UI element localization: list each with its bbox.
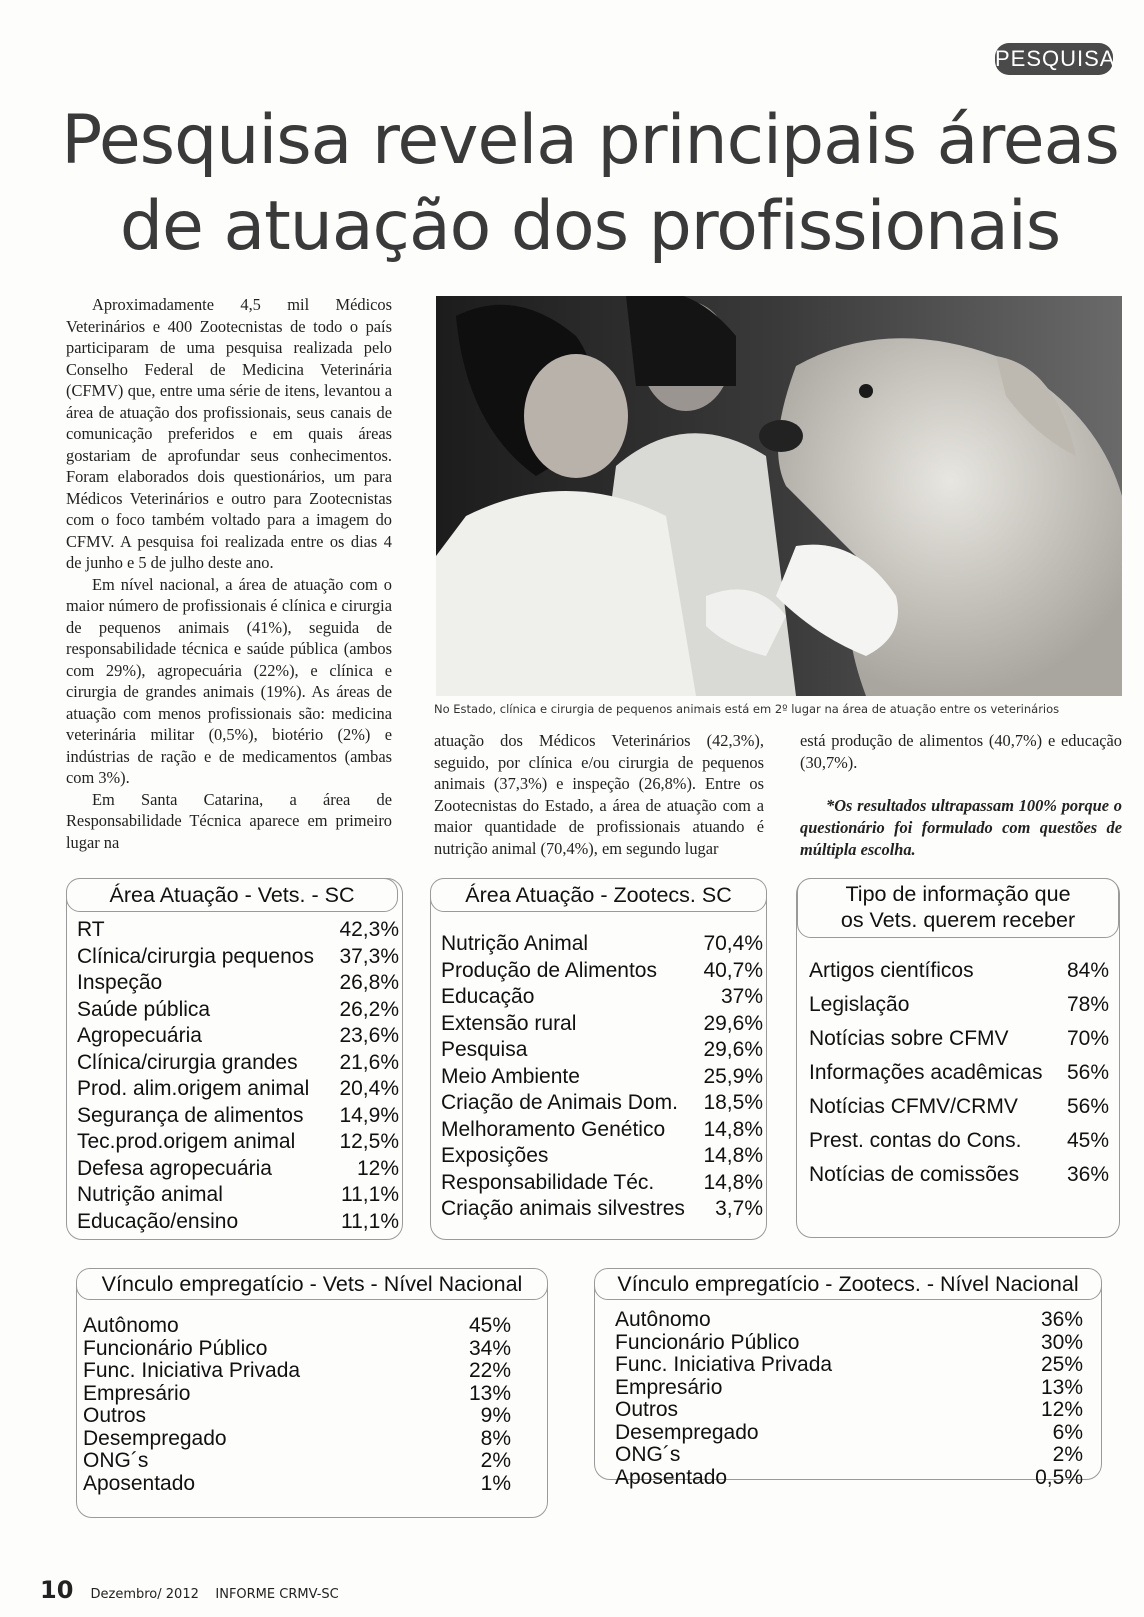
row-label: Notícias sobre CFMV [809, 1027, 1009, 1050]
row-value: 14,9% [339, 1103, 399, 1127]
row-value: 40,7% [703, 958, 763, 982]
row-value: 45% [1066, 1129, 1109, 1152]
table-row [83, 1428, 511, 1451]
table-title: Vínculo empregatício - Vets - Nível Nacional [76, 1268, 548, 1300]
row-label: Produção de Alimentos [441, 958, 657, 982]
row-label: Criação de Animais Dom. [441, 1091, 678, 1114]
row-label: Outros [83, 1404, 147, 1427]
table-row [83, 1405, 511, 1428]
footnote-text: *Os resultados ultrapassam 100% porque o questionário foi formulado com questões de múltipla escolha. [800, 796, 1122, 859]
row-value: 56% [1066, 1061, 1109, 1084]
table-row [77, 944, 399, 971]
row-label: ONG´s [615, 1443, 681, 1466]
table-rows [615, 1309, 1083, 1489]
row-value: 26,8% [339, 971, 399, 994]
row-value: 70,4% [703, 932, 763, 955]
row-label: Prest. contas do Cons. [809, 1129, 1022, 1152]
row-value: 12% [356, 1156, 399, 1180]
article-column-3 [800, 730, 1122, 773]
article-paragraph: está produção de alimentos (40,7%) e educação (30,7%). [800, 731, 1122, 772]
row-value: 21,6% [339, 1050, 399, 1074]
row-label: Inspeção [77, 971, 163, 994]
table-title [797, 878, 1119, 938]
table-row [615, 1377, 1083, 1400]
row-label: Func. Iniciativa Privada [83, 1359, 301, 1382]
table-title: Área Atuação - Vets. - SC [66, 878, 398, 912]
table-row [615, 1399, 1083, 1422]
row-label: Aposentado [615, 1465, 728, 1489]
row-value: 84% [1066, 959, 1109, 982]
table-row [77, 1050, 399, 1077]
row-label: Outros [615, 1398, 679, 1421]
table-row [77, 1076, 399, 1103]
table-row [809, 1158, 1109, 1192]
row-value: 36% [1040, 1308, 1083, 1331]
table-row [441, 1064, 763, 1091]
row-label: Educação/ensino [77, 1209, 239, 1233]
row-value: 2% [1052, 1443, 1083, 1466]
table-row [77, 997, 399, 1024]
row-label: Informações acadêmicas [809, 1061, 1043, 1084]
row-value: 12,5% [339, 1130, 399, 1153]
row-value: 42,3% [339, 918, 399, 941]
row-label: Clínica/cirurgia pequenos [77, 944, 314, 968]
row-value: 1% [480, 1471, 511, 1495]
row-label: Funcionário Público [615, 1330, 800, 1354]
table-row [615, 1332, 1083, 1355]
table-row [77, 1209, 399, 1236]
row-label: Melhoramento Genético [441, 1117, 666, 1141]
table-title-line-1: Tipo de informação que [845, 882, 1071, 906]
row-value: 0,5% [1035, 1465, 1083, 1489]
table-row [441, 1196, 763, 1223]
table-vinculo-zootecs [594, 1268, 1102, 1489]
table-row [441, 1037, 763, 1064]
table-info-vets [796, 878, 1120, 1238]
row-label: Desempregado [83, 1426, 227, 1450]
table-row [83, 1338, 511, 1361]
table-row [441, 1143, 763, 1170]
table-row [77, 1182, 399, 1209]
row-label: Pesquisa [441, 1038, 528, 1061]
row-label: Meio Ambiente [441, 1064, 580, 1088]
row-label: ONG´s [83, 1449, 149, 1472]
row-value: 25% [1040, 1353, 1083, 1376]
table-row [809, 1022, 1109, 1056]
table-row [615, 1354, 1083, 1377]
table-row [441, 958, 763, 985]
table-zootecs-sc [430, 878, 767, 1240]
row-value: 36% [1066, 1163, 1109, 1186]
table-row [615, 1467, 1083, 1490]
footnote [800, 795, 1122, 861]
table-vets-sc [66, 878, 403, 1240]
table-row [441, 1011, 763, 1038]
table-rows [77, 917, 399, 1235]
table-title: Área Atuação - Zootecs. SC [430, 878, 767, 912]
footer-text: Dezembro/ 2012 INFORME CRMV-SC [90, 1587, 339, 1602]
table-row [615, 1422, 1083, 1445]
row-label: Aposentado [83, 1471, 196, 1495]
row-value: 25,9% [703, 1064, 763, 1088]
table-row [83, 1360, 511, 1383]
table-row [83, 1473, 511, 1496]
table-row [77, 917, 399, 944]
row-value: 26,2% [339, 997, 399, 1021]
row-value: 30% [1040, 1330, 1083, 1354]
row-value: 70% [1066, 1027, 1109, 1050]
article-photo [436, 296, 1122, 696]
row-value: 29,6% [703, 1011, 763, 1035]
article-column-2 [434, 730, 764, 859]
section-tag: PESQUISA [995, 43, 1113, 75]
page-footer [40, 1576, 339, 1604]
row-label: Func. Iniciativa Privada [615, 1353, 833, 1376]
row-label: Educação [441, 985, 535, 1008]
row-label: Nutrição Animal [441, 932, 589, 955]
row-value: 12% [1040, 1398, 1083, 1421]
row-label: Notícias de comissões [809, 1163, 1020, 1186]
row-value: 2% [480, 1449, 511, 1472]
row-value: 34% [468, 1336, 511, 1360]
table-rows [441, 931, 763, 1223]
row-label: Legislação [809, 993, 910, 1016]
table-row [441, 984, 763, 1011]
photo-caption: No Estado, clínica e cirurgia de pequenos animais está em 2º lugar na área de atuação entre os veterinários [434, 702, 1060, 716]
row-value: 11,1% [341, 1183, 399, 1206]
row-value: 3,7% [715, 1197, 763, 1220]
table-row [441, 1090, 763, 1117]
headline-line-2: de atuação dos profissionais [119, 187, 1061, 266]
table-row [83, 1315, 511, 1338]
table-vinculo-vets [76, 1268, 548, 1518]
table-row [441, 1170, 763, 1197]
row-label: Extensão rural [441, 1011, 577, 1035]
page-number: 10 [40, 1576, 74, 1604]
table-row [615, 1309, 1083, 1332]
table-row [441, 1117, 763, 1144]
row-label: Desempregado [615, 1420, 759, 1444]
row-label: Autônomo [615, 1308, 711, 1331]
headline [40, 98, 1140, 270]
table-row [83, 1450, 511, 1473]
row-value: 11,1% [341, 1209, 399, 1233]
table-row [77, 1156, 399, 1183]
row-value: 13% [1040, 1375, 1083, 1399]
table-row [77, 1103, 399, 1130]
row-value: 22% [468, 1359, 511, 1382]
row-label: RT [77, 918, 105, 941]
article-paragraph: Aproximadamente 4,5 mil Médicos Veterinários e 400 Zootecnistas de todo o país participaram de uma pesquisa realizada pelo Conselho Federal de Medicina Veterinária (CFMV) que, entre uma série de itens, levantou a área de atuação dos profissionais, seus canais de comunicação preferidos e em quais áreas gostariam de aprofundar seus conhecimentos. Foram elaborados dois questionários, um para Médicos Veterinários e outro para Zootecnistas com o foco também voltado para a imagem do CFMV. A pesquisa foi realizada entre os dias 4 de junho e 5 de julho deste ano. [66, 295, 392, 572]
row-value: 37% [720, 985, 763, 1008]
row-label: Defesa agropecuária [77, 1156, 272, 1180]
table-row [83, 1383, 511, 1406]
article-column-1 [66, 294, 392, 853]
row-label: Tec.prod.origem animal [77, 1130, 296, 1153]
row-label: Agropecuária [77, 1024, 202, 1047]
article-paragraph: Em nível nacional, a área de atuação com o maior número de profissionais é clínica e cirurgia de pequenos animais (41%), seguida de responsabilidade técnica e saúde pública (ambos com 29%), agropecuária (22%), e clínica e cirurgia de grandes animais (19%). As áreas de atuação com menos profissionais são: medicina veterinária militar (0,5%), biotério (2%) e indústrias de ração e de medicamentos (ambas com 3%). [66, 574, 392, 787]
table-rows [809, 954, 1109, 1192]
row-value: 9% [480, 1404, 511, 1427]
row-label: Nutrição animal [77, 1183, 223, 1206]
row-value: 13% [468, 1381, 511, 1405]
row-label: Saúde pública [77, 997, 211, 1021]
table-row [77, 1129, 399, 1156]
article-paragraph: atuação dos Médicos Veterinários (42,3%), seguido, por clínica e/ou cirurgia de pequenos animais (37,3%) e inspeção (26,8%). Entre os Zootecnistas do Estado, a área de atuação com a maior quantidade de profissionais atuando é nutrição animal (70,4%), em segundo lugar [434, 731, 764, 858]
row-label: Funcionário Público [83, 1336, 268, 1360]
row-label: Segurança de alimentos [77, 1103, 304, 1127]
row-value: 45% [468, 1314, 511, 1337]
table-row [809, 1090, 1109, 1124]
table-row [809, 954, 1109, 988]
article-paragraph: Em Santa Catarina, a área de Responsabilidade Técnica aparece em primeiro lugar na [66, 789, 392, 852]
vet-with-dog-photo [436, 296, 1122, 696]
table-row [77, 970, 399, 997]
table-row [615, 1444, 1083, 1467]
table-row [809, 1056, 1109, 1090]
row-label: Autônomo [83, 1314, 179, 1337]
row-label: Responsabilidade Téc. [441, 1170, 655, 1194]
table-row [809, 988, 1109, 1022]
row-label: Criação animais silvestres [441, 1197, 685, 1220]
table-title-line-2: os Vets. querem receber [840, 908, 1076, 932]
row-value: 20,4% [339, 1077, 399, 1100]
row-value: 6% [1052, 1420, 1083, 1444]
row-value: 56% [1066, 1095, 1109, 1118]
table-row [77, 1023, 399, 1050]
headline-line-1: Pesquisa revela principais áreas [61, 101, 1119, 180]
row-label: Prod. alim.origem animal [77, 1077, 310, 1100]
row-value: 23,6% [339, 1024, 399, 1047]
row-value: 8% [480, 1426, 511, 1450]
row-value: 14,8% [703, 1170, 763, 1194]
row-label: Empresário [615, 1375, 723, 1399]
row-label: Clínica/cirurgia grandes [77, 1050, 298, 1074]
row-value: 14,8% [703, 1117, 763, 1141]
table-row [809, 1124, 1109, 1158]
row-label: Artigos científicos [809, 959, 974, 982]
row-value: 18,5% [703, 1091, 763, 1114]
table-row [441, 931, 763, 958]
row-label: Empresário [83, 1381, 191, 1405]
row-value: 78% [1066, 993, 1109, 1016]
row-value: 29,6% [703, 1038, 763, 1061]
row-value: 37,3% [339, 944, 399, 968]
table-rows [83, 1315, 511, 1495]
table-title: Vínculo empregatício - Zootecs. - Nível Nacional [594, 1268, 1102, 1300]
row-value: 14,8% [703, 1144, 763, 1167]
row-label: Exposições [441, 1144, 549, 1167]
row-label: Notícias CFMV/CRMV [809, 1095, 1018, 1118]
